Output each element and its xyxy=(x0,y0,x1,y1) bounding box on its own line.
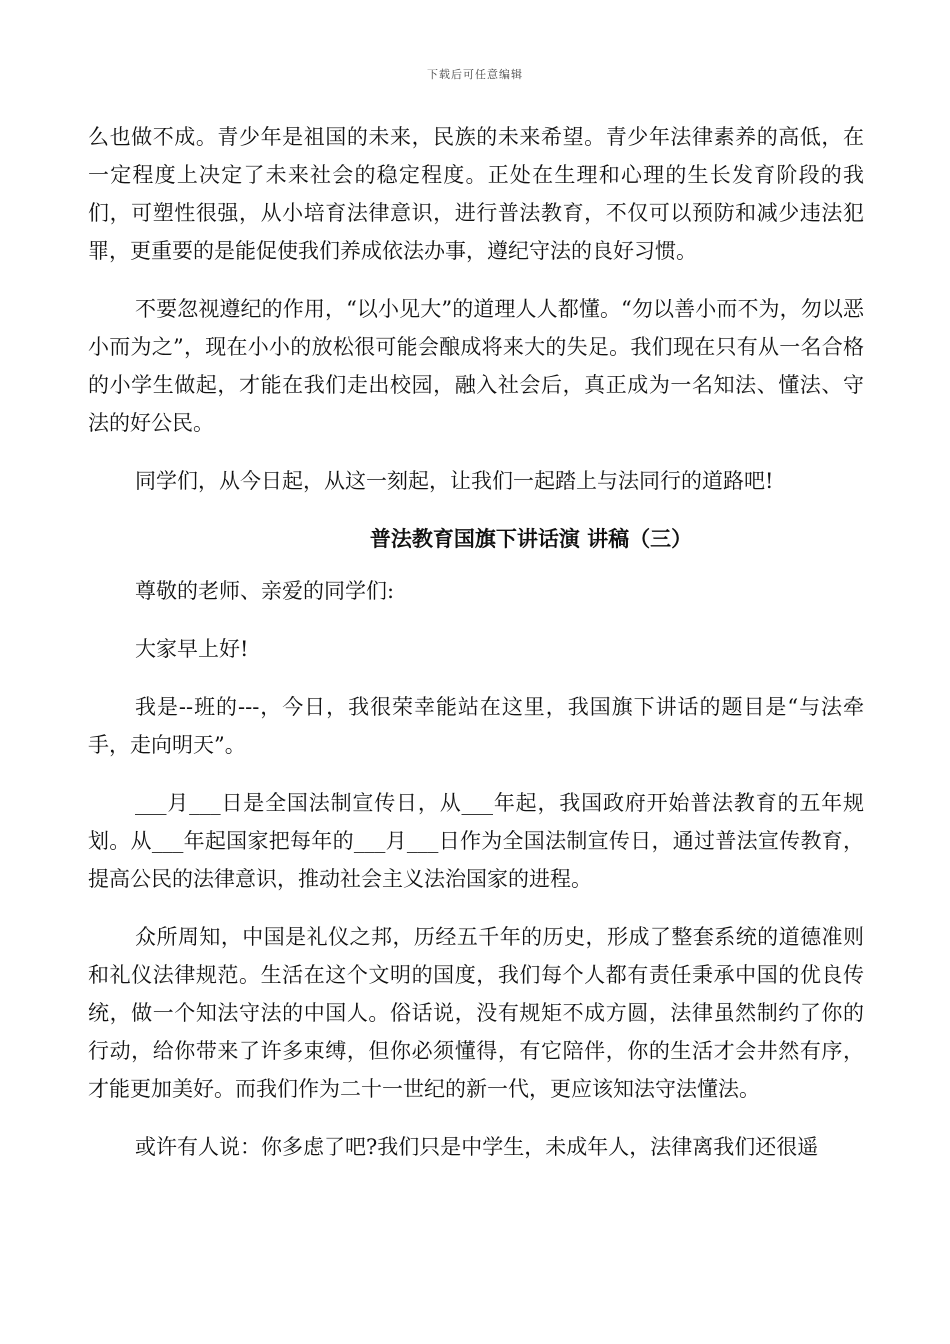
paragraph-intro: 我是--班的---，今日，我很荣幸能站在这里，我国旗下讲话的题目是“与法牵手，走向明天”。 xyxy=(88,695,864,757)
document-body xyxy=(88,118,864,1186)
paragraph-2: 不要忽视遵纪的作用，“以小见大”的道理人人都懂。“勿以善小而不为，勿以恶小而为之”，现在小小的放松很可能会酿成将来大的失足。我们现在只有从一名合格的小学生做起，才能在我们走出校园，融入社会后，真正成为一名知法、懂法、守法的好公民。 xyxy=(88,297,864,435)
page-header: 下载后可任意编辑 xyxy=(427,68,523,81)
salutation: 尊敬的老师、亲爱的同学们: xyxy=(135,579,395,603)
paragraph-tradition: 众所周知，中国是礼仪之邦，历经五千年的历史，形成了整套系统的道德准则和礼仪法律规范。生活在这个文明的国度，我们每个人都有责任秉承中国的优良传统，做一个知法守法的中国人。俗话说，没有规矩不成方圆，法律虽然制约了你的行动，给你带来了许多束缚，但你必须懂得，有它陪伴，你的生活才会井然有序，才能更加美好。而我们作为二十一世纪的新一代，更应该知法守法懂法。 xyxy=(88,925,864,1101)
section-title: 普法教育国旗下讲话演 讲稿（三） xyxy=(369,526,693,551)
paragraph-legal-day: ___月___日是全国法制宣传日，从___年起，我国政府开始普法教育的五年规划。从___年起国家把每年的___月___日作为全国法制宣传日，通过普法宣传教育，提高公民的法律意识，推动社会主义法治国家的进程。 xyxy=(88,791,864,891)
paragraph-3: 同学们，从今日起，从这一刻起，让我们一起踏上与法同行的道路吧! xyxy=(135,469,774,493)
greeting: 大家早上好! xyxy=(135,637,249,661)
paragraph-last: 或许有人说：你多虑了吧?我们只是中学生，未成年人，法律离我们还很遥 xyxy=(135,1135,819,1159)
paragraph-1: 么也做不成。青少年是祖国的未来，民族的未来希望。青少年法律素养的高低，在一定程度上决定了未来社会的稳定程度。正处在生理和心理的生长发育阶段的我们，可塑性很强，从小培育法律意识，进行普法教育，不仅可以预防和减少违法犯罪，更重要的是能促使我们养成依法办事，遵纪守法的良好习惯。 xyxy=(88,125,864,263)
